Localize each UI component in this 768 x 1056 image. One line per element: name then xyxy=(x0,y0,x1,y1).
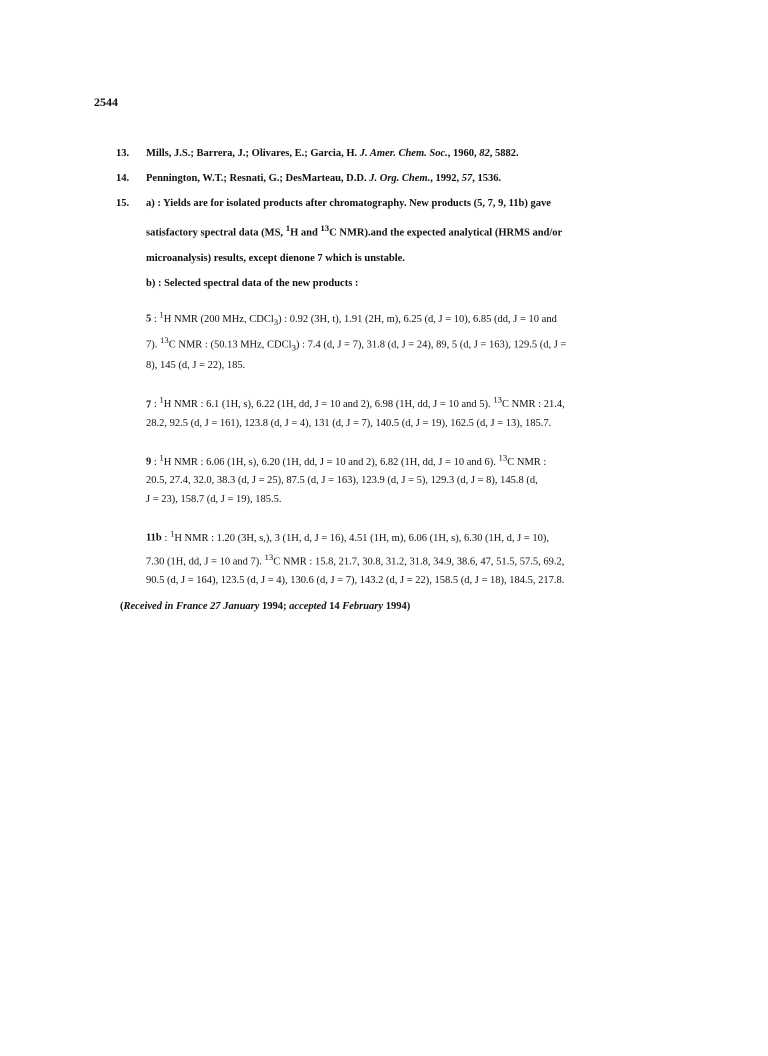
reference-text-line: satisfactory spectral data (MS, $^1$H and $^{13}$C NMR).and the expected analytical (HRMS and/or xyxy=(146,223,563,239)
page-number: 2544 xyxy=(94,95,118,109)
spectral-text: : $^1$H NMR : 6.1 (1H, s), 6.22 (1H, dd, J = 10 and 2), 6.98 (1H, dd, J = 10 and 5). $^{13}$C NMR : 21.4, xyxy=(151,394,565,411)
spectral-line: J = 23), 158.7 (d, J = 19), 185.5. xyxy=(146,493,282,505)
italic-text: J. Amer. Chem. Soc. xyxy=(359,148,448,159)
spectral-text: : $^1$H NMR : 1.20 (3H, s,), 3 (1H, d, J = 16), 4.51 (1H, m), 6.06 (1H, s), 6.30 (1H, d, J = 10), xyxy=(161,528,549,544)
spectral-line: 20.5, 27.4, 32.0, 38.3 (d, J = 25), 87.5 (d, J = 163), 123.9 (d, J = 5), 129.3 (d, J = 8), 145.8 (d, xyxy=(146,475,538,487)
spectral-entry-11b xyxy=(146,524,676,591)
spectral-line: 28.2, 92.5 (d, J = 161), 123.8 (d, J = 4), 131 (d, J = 7), 140.5 (d, J = 19), 162.5 (d, J = 13), 185.7. xyxy=(146,417,552,429)
superscript: 1 xyxy=(285,223,291,233)
spectral-text: : $^1$H NMR (200 MHz, CDCl$_3$) : 0.92 (3H, t), 1.91 (2H, m), 6.25 (d, J = 10), 6.85 (dd, J = 10 and xyxy=(151,309,557,327)
superscript: 13 xyxy=(264,552,274,563)
compound-label: 11b xyxy=(146,532,162,544)
compound-label: 5 xyxy=(146,313,152,325)
reference-text-line: Pennington, W.T.; Resnati, G.; DesMarteau, D.D. J. Org. Chem., 1992, 57, 1536. xyxy=(146,173,502,184)
superscript: 13 xyxy=(160,335,169,346)
reference-text-line: Mills, J.S.; Barrera, J.; Olivares, E.; Garcia, H. J. Amer. Chem. Soc., 1960, 82, 5882. xyxy=(146,148,519,159)
subscript: 3 xyxy=(273,316,279,327)
reference-text-line: a) : Yields are for isolated products after chromatography. New products (5, 7, 9, 11b) gave xyxy=(146,198,551,209)
spectral-data-section xyxy=(146,305,676,606)
superscript: 1 xyxy=(159,394,164,405)
superscript: 13 xyxy=(320,223,330,233)
reference-text-line: b) : Selected spectral data of the new products : xyxy=(146,277,359,289)
compound-label: 7 xyxy=(146,399,152,411)
spectral-line: 7.30 (1H, dd, J = 10 and 7). $^{13}$C NMR : 15.8, 21.7, 30.8, 31.2, 31.8, 34.9, 38.6, 47, 51.5, 57.5, 69.2, xyxy=(146,552,565,568)
spectral-entry-5 xyxy=(146,305,676,376)
compound-label: 9 xyxy=(146,456,152,468)
spectral-line xyxy=(146,305,676,331)
italic-text: 57 xyxy=(461,173,473,184)
superscript: 1 xyxy=(169,528,175,539)
spectral-line xyxy=(146,448,676,472)
superscript: 13 xyxy=(498,452,508,463)
reference-number: 14. xyxy=(116,173,130,184)
reference-14 xyxy=(116,166,676,191)
reference-13 xyxy=(116,141,676,166)
spectral-line xyxy=(146,524,676,548)
superscript: 1 xyxy=(159,452,164,463)
italic-text: 82 xyxy=(479,148,490,159)
spectral-line xyxy=(146,391,676,415)
spectral-line: 7). $^{13}$C NMR : (50.13 MHz, CDCl$_3$) : 7.4 (d, J = 7), 31.8 (d, J = 24), 89, 5 (d, J = 163), 129.5 (d, J = xyxy=(146,335,567,353)
italic-text: Received in France 27 January xyxy=(123,601,260,612)
reference-number: 13. xyxy=(116,148,130,159)
spectral-entry-9 xyxy=(146,448,676,509)
reference-text-line: microanalysis) results, except dienone 7 which is unstable. xyxy=(146,252,405,264)
superscript: 13 xyxy=(493,394,502,405)
spectral-line: 8), 145 (d, J = 22), 185. xyxy=(146,360,246,372)
spectral-text: : $^1$H NMR : 6.06 (1H, s), 6.20 (1H, dd, J = 10 and 2), 6.82 (1H, dd, J = 10 and 6). $^{13}$C NMR : xyxy=(151,452,547,468)
spectral-line: 90.5 (d, J = 164), 123.5 (d, J = 4), 130.6 (d, J = 7), 143.2 (d, J = 22), 158.5 (d, J = 18), 184.5, 217.8. xyxy=(146,575,565,587)
received-accepted-note: (Received in France 27 January 1994; accepted 14 February 1994) xyxy=(120,601,411,612)
superscript: 1 xyxy=(159,309,164,319)
italic-text: February xyxy=(342,601,384,612)
reference-15 xyxy=(116,191,676,296)
subscript: 3 xyxy=(291,342,296,353)
references-list xyxy=(116,141,676,296)
spectral-entry-7 xyxy=(146,391,676,434)
reference-number: 15. xyxy=(116,198,130,209)
italic-text: J. Org. Chem. xyxy=(369,173,431,184)
italic-text: accepted xyxy=(289,601,327,612)
